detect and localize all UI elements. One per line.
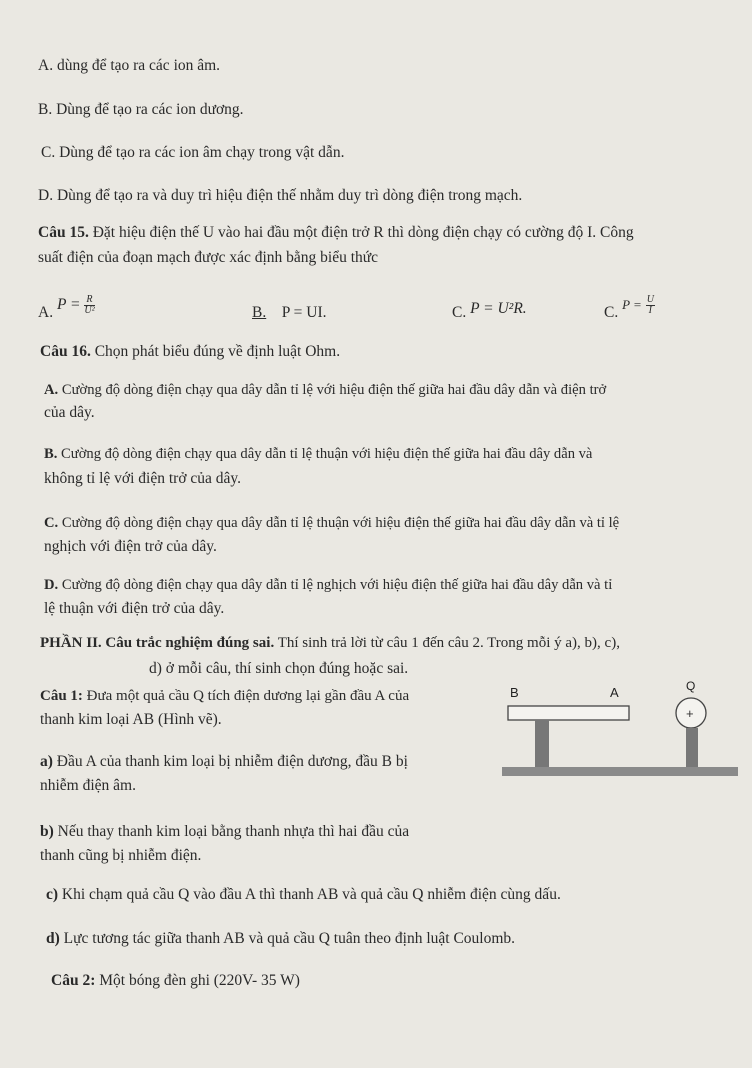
cau-1-b-line-1 (40, 822, 409, 842)
q15-answer-c (452, 300, 527, 323)
q15-answer-b (252, 303, 327, 323)
q16-option-b-text: Cường độ dòng điện chạy qua dây dẫn tỉ lệ thuận với hiệu điện thế giữa hai đầu dây dẫn và (61, 446, 593, 462)
option-a-line: A. dùng để tạo ra các ion âm. (38, 57, 221, 74)
q16-option-d-line-2: lệ thuận với điện trở của dây. (44, 600, 225, 617)
figure-label-b: B (510, 685, 519, 700)
figure-label-q: Q (686, 679, 696, 693)
q16-option-b-line-2: không tỉ lệ với điện trở của dây. (44, 470, 242, 487)
q15-answer-d (604, 294, 655, 324)
q15-answer-d-lhs: P = (622, 297, 642, 313)
option-c-line: C. Dùng để tạo ra các ion âm chạy trong vật dẫn. (41, 144, 345, 161)
q16-option-b-line-1: B. Cường độ dòng điện chạy qua dây dẫn tỉ lệ thuận với hiệu điện thế giữa hai đầu dây dẫn và (44, 446, 593, 462)
q15-answer-b-expr: P = UI. (281, 304, 327, 321)
cau-1-a-line-1 (40, 752, 408, 772)
cau-1-d-line (46, 929, 515, 949)
question-16-text: Chọn phát biểu đúng về định luật Ohm. (94, 343, 341, 360)
cau-1-text-2: thanh kim loại AB (Hình vẽ). (40, 711, 222, 728)
option-d-line: D. Dùng để tạo ra và duy trì hiệu điện thế nhằm duy trì dòng điện trong mạch. (38, 187, 523, 204)
cau-1-a-line-2: nhiễm điện âm. (40, 777, 136, 794)
q15-answer-a-denominator: U² (84, 305, 95, 316)
part-2-label: PHẦN II. Câu trắc nghiệm đúng sai. (40, 635, 275, 651)
cau-1-c-label: c) (46, 886, 59, 903)
cau-1-a-text: Đầu A của thanh kim loại bị nhiễm điện dương, đầu B bị (56, 753, 408, 770)
q16-option-c-line-1: C. Cường độ dòng điện chạy qua dây dẫn tỉ lệ thuận với hiệu điện thế giữa hai đầu dây dẫn và tỉ lệ (44, 515, 620, 531)
question-16 (40, 342, 340, 362)
cau-1-c-text: Khi chạm quả cầu Q vào đầu A thì thanh AB và quả cầu Q nhiễm điện cùng dấu. (61, 886, 561, 903)
q16-option-a-text: Cường độ dòng điện chạy qua dây dẫn tỉ lệ với hiệu điện thế giữa hai đầu dây dẫn và điện trở (61, 382, 607, 398)
question-15-text-1: Đặt hiệu điện thế U vào hai đầu một điện trở R thì dòng điện chạy có cường độ I. Công (92, 224, 634, 241)
part-2-text-2: d) ở mỗi câu, thí sinh chọn đúng hoặc sai. (149, 660, 409, 677)
question-16-label: Câu 16. (40, 343, 91, 360)
q15-answer-d-label: C. (604, 304, 619, 322)
sphere-stand (686, 728, 698, 768)
part-2-text-1: Thí sinh trả lời từ câu 1 đến câu 2. Trong mỗi ý a), b), c), (277, 635, 620, 651)
q15-answer-a-label: A. (38, 304, 54, 322)
part-2-heading (40, 633, 620, 653)
cau-1-c-line (46, 885, 561, 905)
cau-2-text: Một bóng đèn ghi (220V- 35 W) (99, 972, 300, 989)
q15-answer-a (38, 294, 95, 324)
q16-option-a-line-1: A. Cường độ dòng điện chạy qua dây dẫn tỉ lệ với hiệu điện thế giữa hai đầu dây dẫn và điện trở (44, 382, 607, 398)
cau-1 (40, 686, 409, 706)
question-15-text-2: suất điện của đoạn mạch được xác định bằng biểu thức (38, 249, 379, 266)
cau-1-label: Câu 1: (40, 688, 83, 704)
rod-stand (535, 720, 549, 768)
q16-option-d-text: Cường độ dòng điện chạy qua dây dẫn tỉ lệ nghịch với hiệu điện thế giữa hai đầu dây dẫn và tỉ (61, 577, 613, 593)
q16-option-d-line-1: D. Cường độ dòng điện chạy qua dây dẫn tỉ lệ nghịch với hiệu điện thế giữa hai đầu dây dẫn và tỉ (44, 577, 613, 593)
option-b-line: B. Dùng để tạo ra các ion dương. (38, 101, 244, 118)
q15-answer-c-label: C. (452, 304, 467, 321)
q15-answer-d-fraction (646, 295, 655, 316)
q15-answer-d-denominator: I (648, 305, 652, 316)
q15-answer-d-numerator: U (646, 294, 654, 305)
cau-2-label: Câu 2: (51, 972, 96, 989)
rod-and-sphere-figure (500, 676, 740, 798)
q15-answer-a-lhs: P = (56, 296, 81, 314)
q15-answer-b-label: B. (252, 304, 267, 321)
cau-1-b-line-2: thanh cũng bị nhiễm điện. (40, 847, 202, 864)
cau-1-a-label: a) (40, 753, 53, 770)
cau-2 (51, 971, 300, 991)
cau-1-d-label: d) (46, 930, 60, 947)
cau-1-d-text: Lực tương tác giữa thanh AB và quả cầu Q tuân theo định luật Coulomb. (63, 930, 516, 947)
q15-answer-a-fraction (84, 295, 94, 316)
figure-label-a: A (610, 685, 619, 700)
cau-1-b-text: Nếu thay thanh kim loại bằng thanh nhựa thì hai đầu của (57, 823, 410, 840)
question-15-label: Câu 15. (38, 224, 89, 241)
q16-option-c-line-2: nghịch với điện trở của dây. (44, 538, 217, 555)
q15-answer-a-numerator: R (84, 295, 94, 306)
metal-rod-ab (508, 706, 629, 720)
cau-1-b-label: b) (40, 823, 54, 840)
positive-charge-sign: + (686, 706, 694, 721)
question-15 (38, 223, 634, 243)
q16-option-c-text: Cường độ dòng điện chạy qua dây dẫn tỉ lệ thuận với hiệu điện thế giữa hai đầu dây dẫn và tỉ lệ (61, 515, 620, 531)
cau-1-text-1: Đưa một quả cầu Q tích điện dương lại gần đầu A của (86, 688, 410, 704)
q15-answer-c-expr: P = U²R. (470, 300, 527, 317)
q16-option-a-line-2: của dây. (44, 404, 95, 421)
base-table (502, 767, 738, 776)
